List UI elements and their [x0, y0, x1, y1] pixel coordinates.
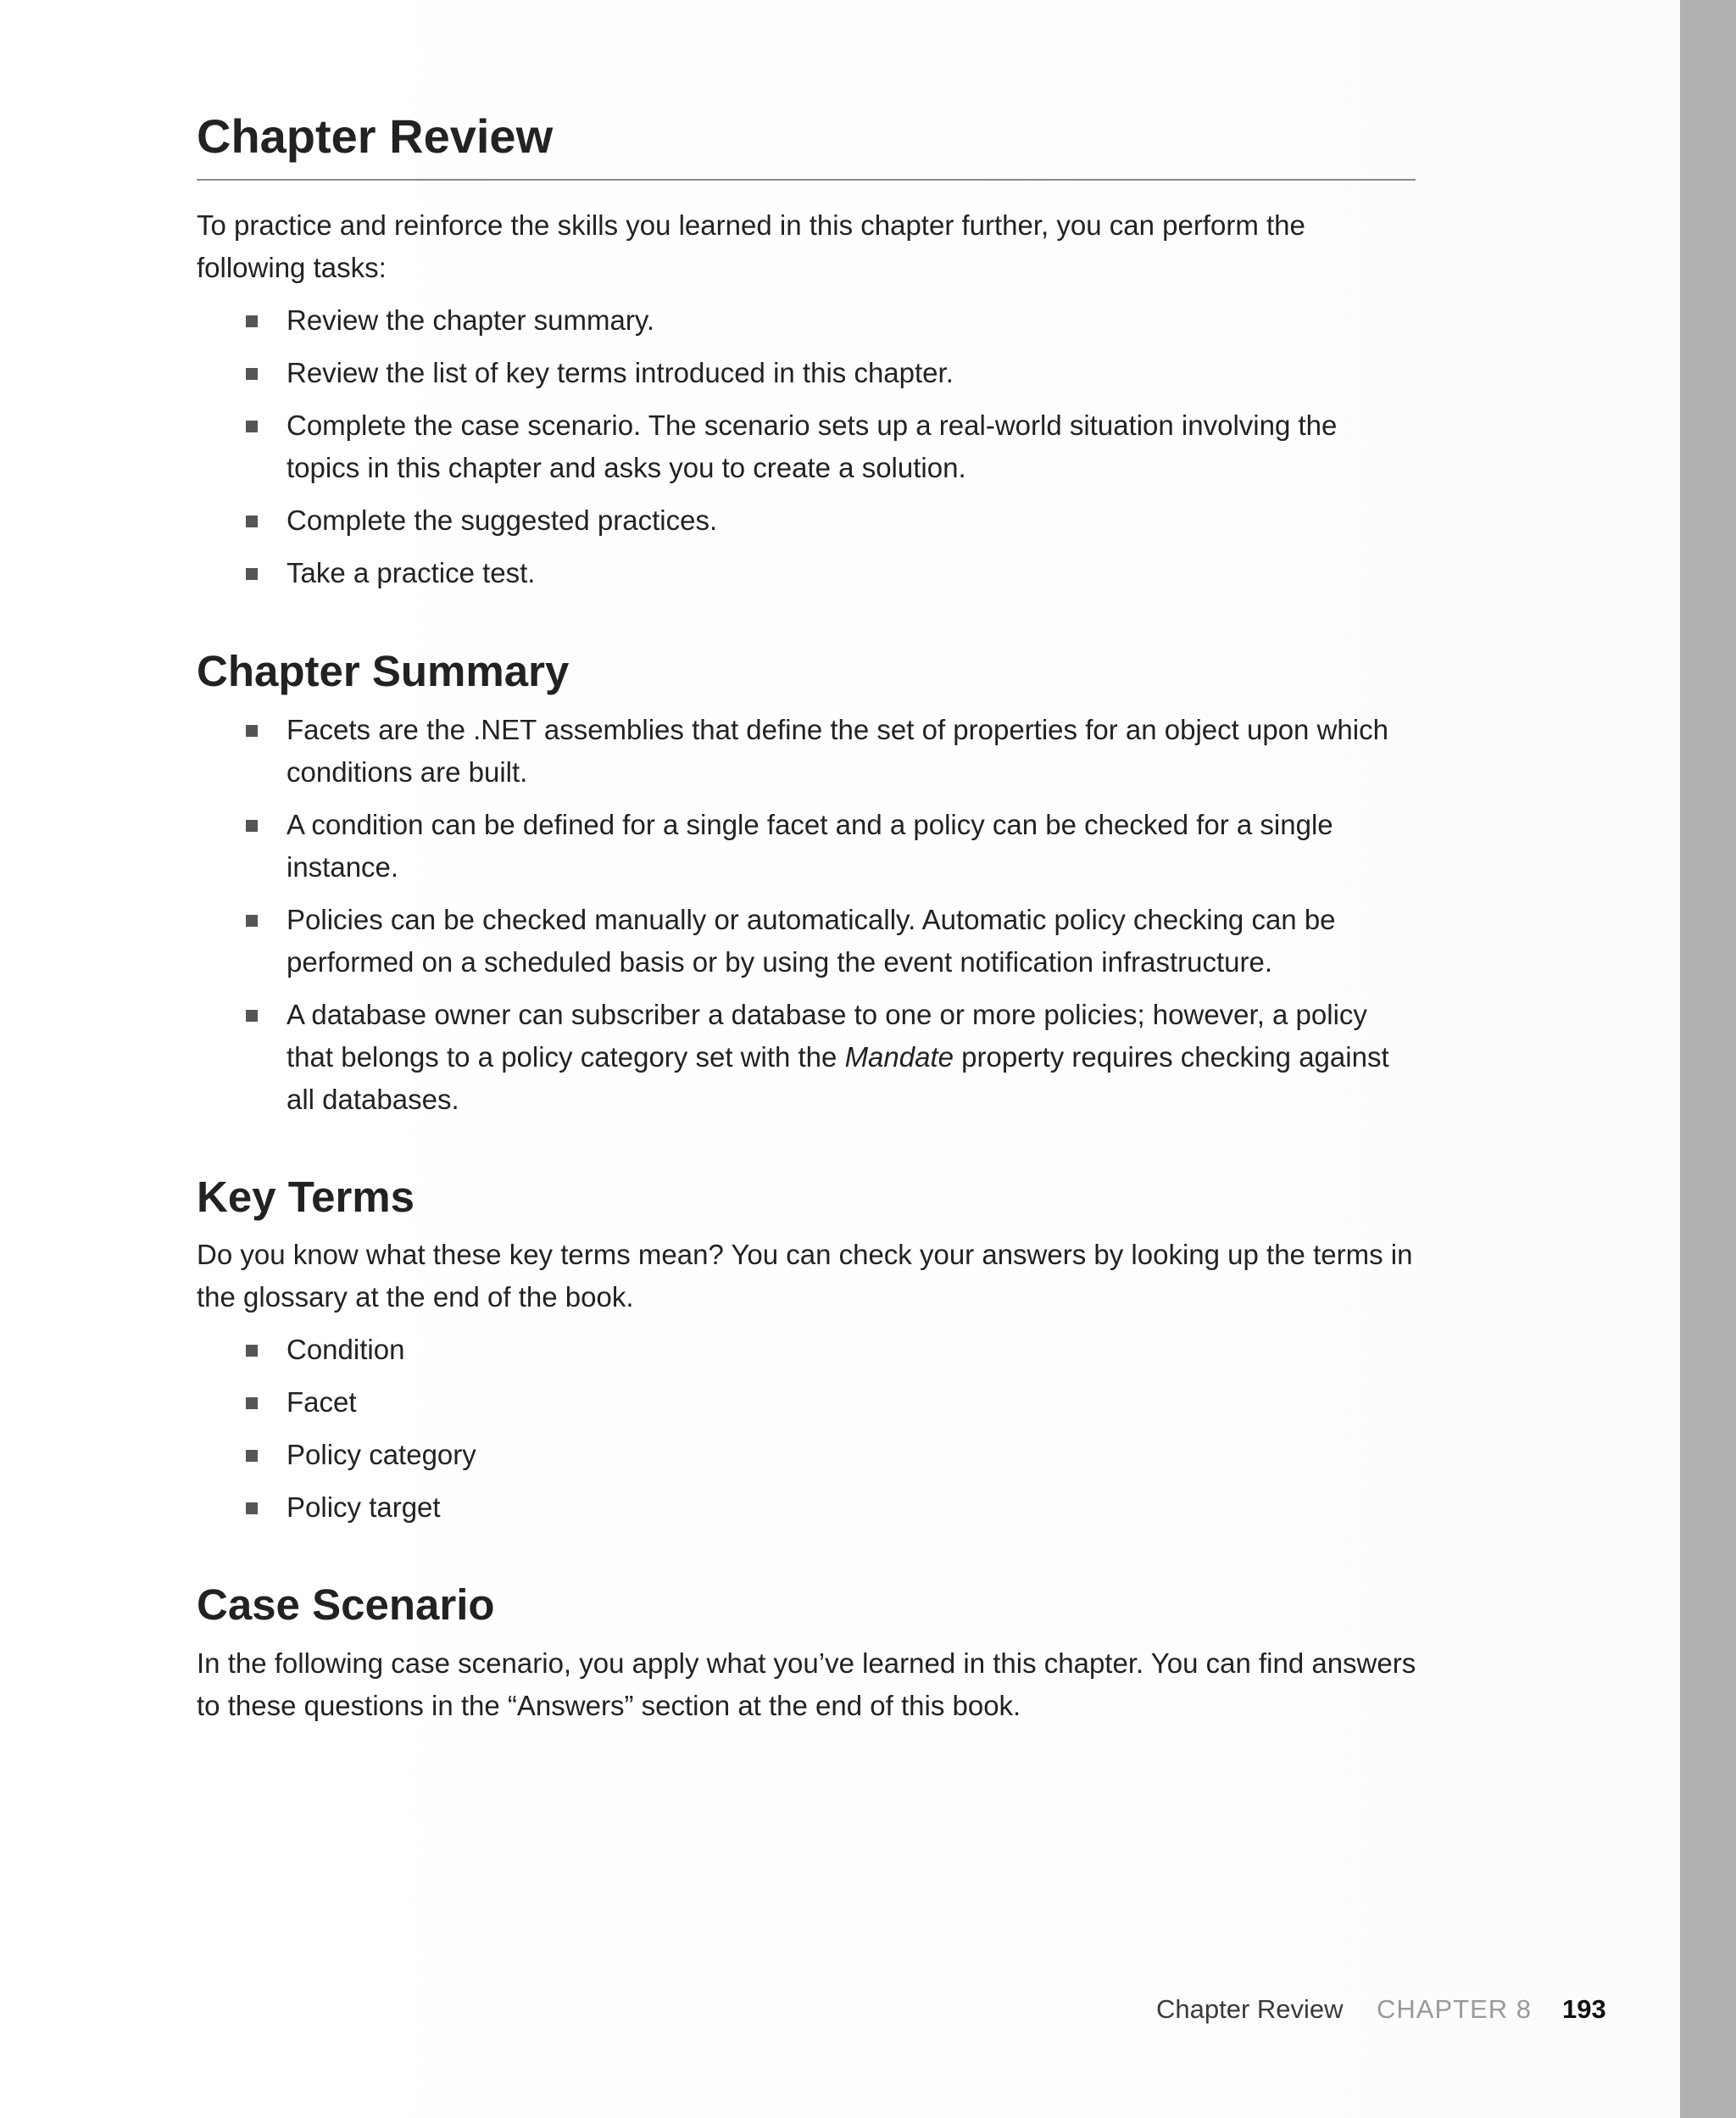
case-scenario-intro: In the following case scenario, you apply what you’ve learned in this chapter. You can find answers to these questions in the “Answers” section at the end of this book.	[197, 1647, 1416, 1721]
bullet-square-icon	[246, 1010, 258, 1022]
list-item: Policy category	[246, 1434, 1417, 1476]
list-item: Review the list of key terms introduced in this chapter.	[246, 352, 1417, 394]
key-terms-heading: Key Terms	[197, 1173, 415, 1221]
mandate-term: Mandate	[844, 1041, 954, 1073]
bullet-square-icon	[246, 1345, 258, 1357]
bullet-square-icon	[246, 1450, 258, 1462]
key-terms-list	[246, 1329, 1417, 1539]
list-item: Complete the suggested practices.	[246, 499, 1417, 542]
bullet-square-icon	[246, 516, 258, 527]
heading-rule	[197, 179, 1416, 181]
bullet-square-icon	[246, 1397, 258, 1409]
footer-chapter-label: CHAPTER 8	[1377, 1994, 1532, 2024]
case-scenario-heading: Case Scenario	[197, 1580, 495, 1629]
list-item: Policy target	[246, 1486, 1417, 1529]
list-item: Review the chapter summary.	[246, 299, 1417, 342]
bullet-square-icon	[246, 1502, 258, 1514]
list-item: Facets are the .NET assemblies that define the set of properties for an object upon which conditions are built.	[246, 709, 1417, 794]
bullet-square-icon	[246, 725, 258, 737]
footer-section-title: Chapter Review	[1156, 1994, 1344, 2024]
summary-list	[246, 709, 1417, 1131]
list-item: Take a practice test.	[246, 552, 1417, 594]
bullet-square-icon	[246, 915, 258, 927]
list-item: Condition	[246, 1329, 1417, 1371]
page-number: 193	[1562, 1994, 1606, 2024]
key-terms-intro: Do you know what these key terms mean? You can check your answers by looking up the terms in the glossary at the end of the book.	[197, 1239, 1413, 1313]
list-item: Facet	[246, 1381, 1417, 1424]
bullet-square-icon	[246, 421, 258, 432]
list-item: Policies can be checked manually or automatically. Automatic policy checking can be performed on a scheduled basis or by using the event notification infrastructure.	[246, 899, 1417, 984]
list-item: A condition can be defined for a single facet and a policy can be checked for a single instance.	[246, 804, 1417, 889]
bullet-square-icon	[246, 368, 258, 380]
review-task-list	[246, 299, 1417, 605]
review-intro: To practice and reinforce the skills you learned in this chapter further, you can perform the following tasks:	[197, 209, 1305, 283]
page-edge-strip	[1680, 0, 1736, 2118]
bullet-square-icon	[246, 568, 258, 580]
list-item: A database owner can subscriber a database to one or more policies; however, a policy that belongs to a policy category set with the Mandate property requires checking against all databases.	[246, 994, 1417, 1121]
chapter-summary-heading: Chapter Summary	[197, 647, 570, 695]
list-item: Complete the case scenario. The scenario sets up a real-world situation involving the topics in this chapter and asks you to create a solution.	[246, 404, 1417, 489]
bullet-square-icon	[246, 315, 258, 327]
bullet-square-icon	[246, 820, 258, 832]
chapter-review-heading: Chapter Review	[197, 109, 554, 163]
